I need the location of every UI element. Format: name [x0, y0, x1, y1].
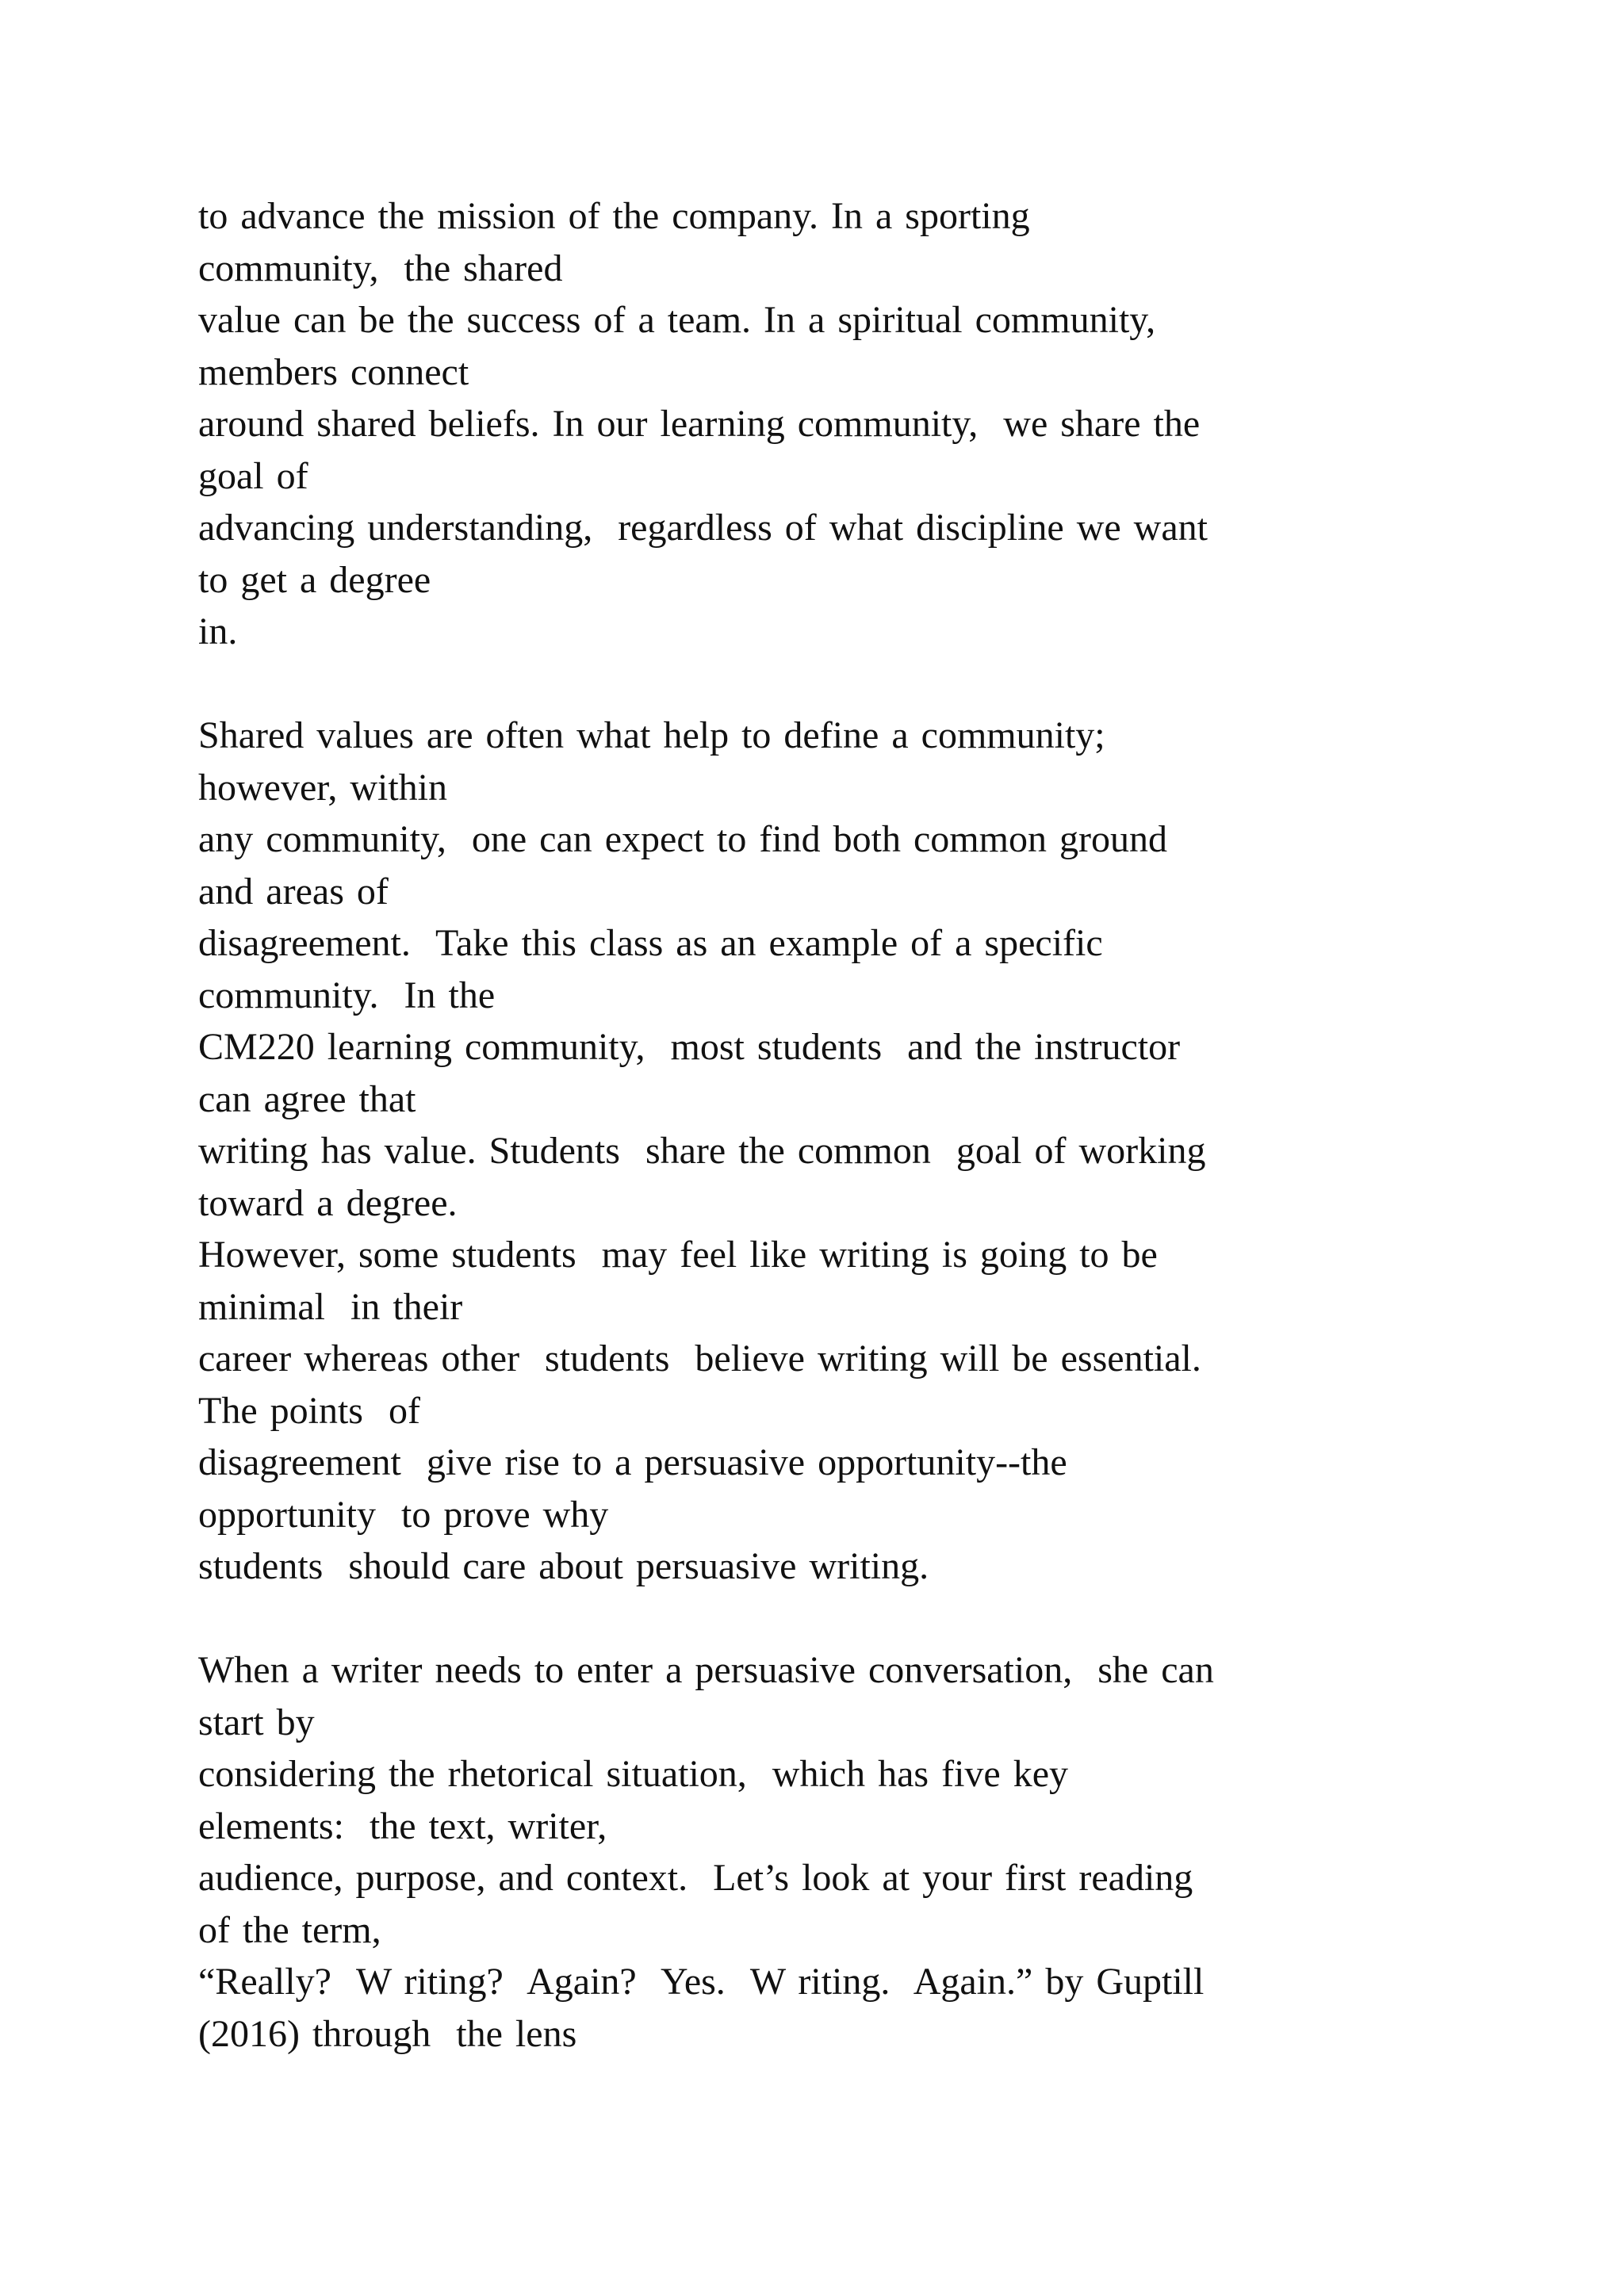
paragraph-gap	[198, 658, 1435, 710]
text-line: to get a degree	[198, 558, 431, 601]
text-line: The points of	[198, 1389, 420, 1432]
paragraph-1	[198, 190, 1435, 658]
text-line: disagreement. Take this class as an example of a specific	[198, 922, 1103, 964]
text-line: goal of	[198, 454, 308, 497]
text-line: minimal in their	[198, 1285, 463, 1328]
text-line: career whereas other students believe writing will be essential.	[198, 1337, 1201, 1380]
text-line: opportunity to prove why	[198, 1493, 609, 1536]
text-line: elements: the text, writer,	[198, 1804, 607, 1847]
text-line: members connect	[198, 350, 469, 393]
text-line: any community, one can expect to find both common ground	[198, 818, 1167, 860]
text-line: When a writer needs to enter a persuasive conversation, she can	[198, 1649, 1214, 1691]
text-line: community. In the	[198, 974, 496, 1016]
text-line: around shared beliefs. In our learning community, we share the	[198, 403, 1201, 445]
text-line: value can be the success of a team. In a spiritual community,	[198, 299, 1156, 341]
text-line: (2016) through the lens	[198, 2012, 577, 2055]
text-line: Shared values are often what help to define a community;	[198, 714, 1105, 756]
text-line: to advance the mission of the company. In a sporting	[198, 195, 1030, 237]
text-line: in.	[198, 610, 238, 652]
text-line: students should care about persuasive writing.	[198, 1545, 929, 1587]
text-line: however, within	[198, 766, 448, 809]
text-line: However, some students may feel like writing is going to be	[198, 1234, 1158, 1276]
text-line: writing has value. Students share the common goal of working	[198, 1130, 1206, 1172]
text-line: and areas of	[198, 870, 389, 913]
text-line: can agree that	[198, 1077, 416, 1120]
document-body	[198, 190, 1435, 2060]
paragraph-3	[198, 1644, 1435, 2060]
text-line: community, the shared	[198, 247, 563, 289]
text-line: start by	[198, 1701, 315, 1743]
text-line: CM220 learning community, most students and the instructor	[198, 1026, 1181, 1068]
text-line: of the term,	[198, 1908, 381, 1951]
paragraph-2	[198, 710, 1435, 1593]
text-line: “Really? W riting? Again? Yes. W riting. Again.” by Guptill	[198, 1961, 1205, 2003]
paragraph-gap	[198, 1593, 1435, 1645]
text-line: considering the rhetorical situation, which has five key	[198, 1753, 1069, 1795]
text-line: audience, purpose, and context. Let’s look at your first reading	[198, 1857, 1193, 1899]
text-line: advancing understanding, regardless of what discipline we want	[198, 507, 1208, 549]
text-line: toward a degree.	[198, 1181, 458, 1224]
text-line: disagreement give rise to a persuasive opportunity--the	[198, 1441, 1067, 1483]
